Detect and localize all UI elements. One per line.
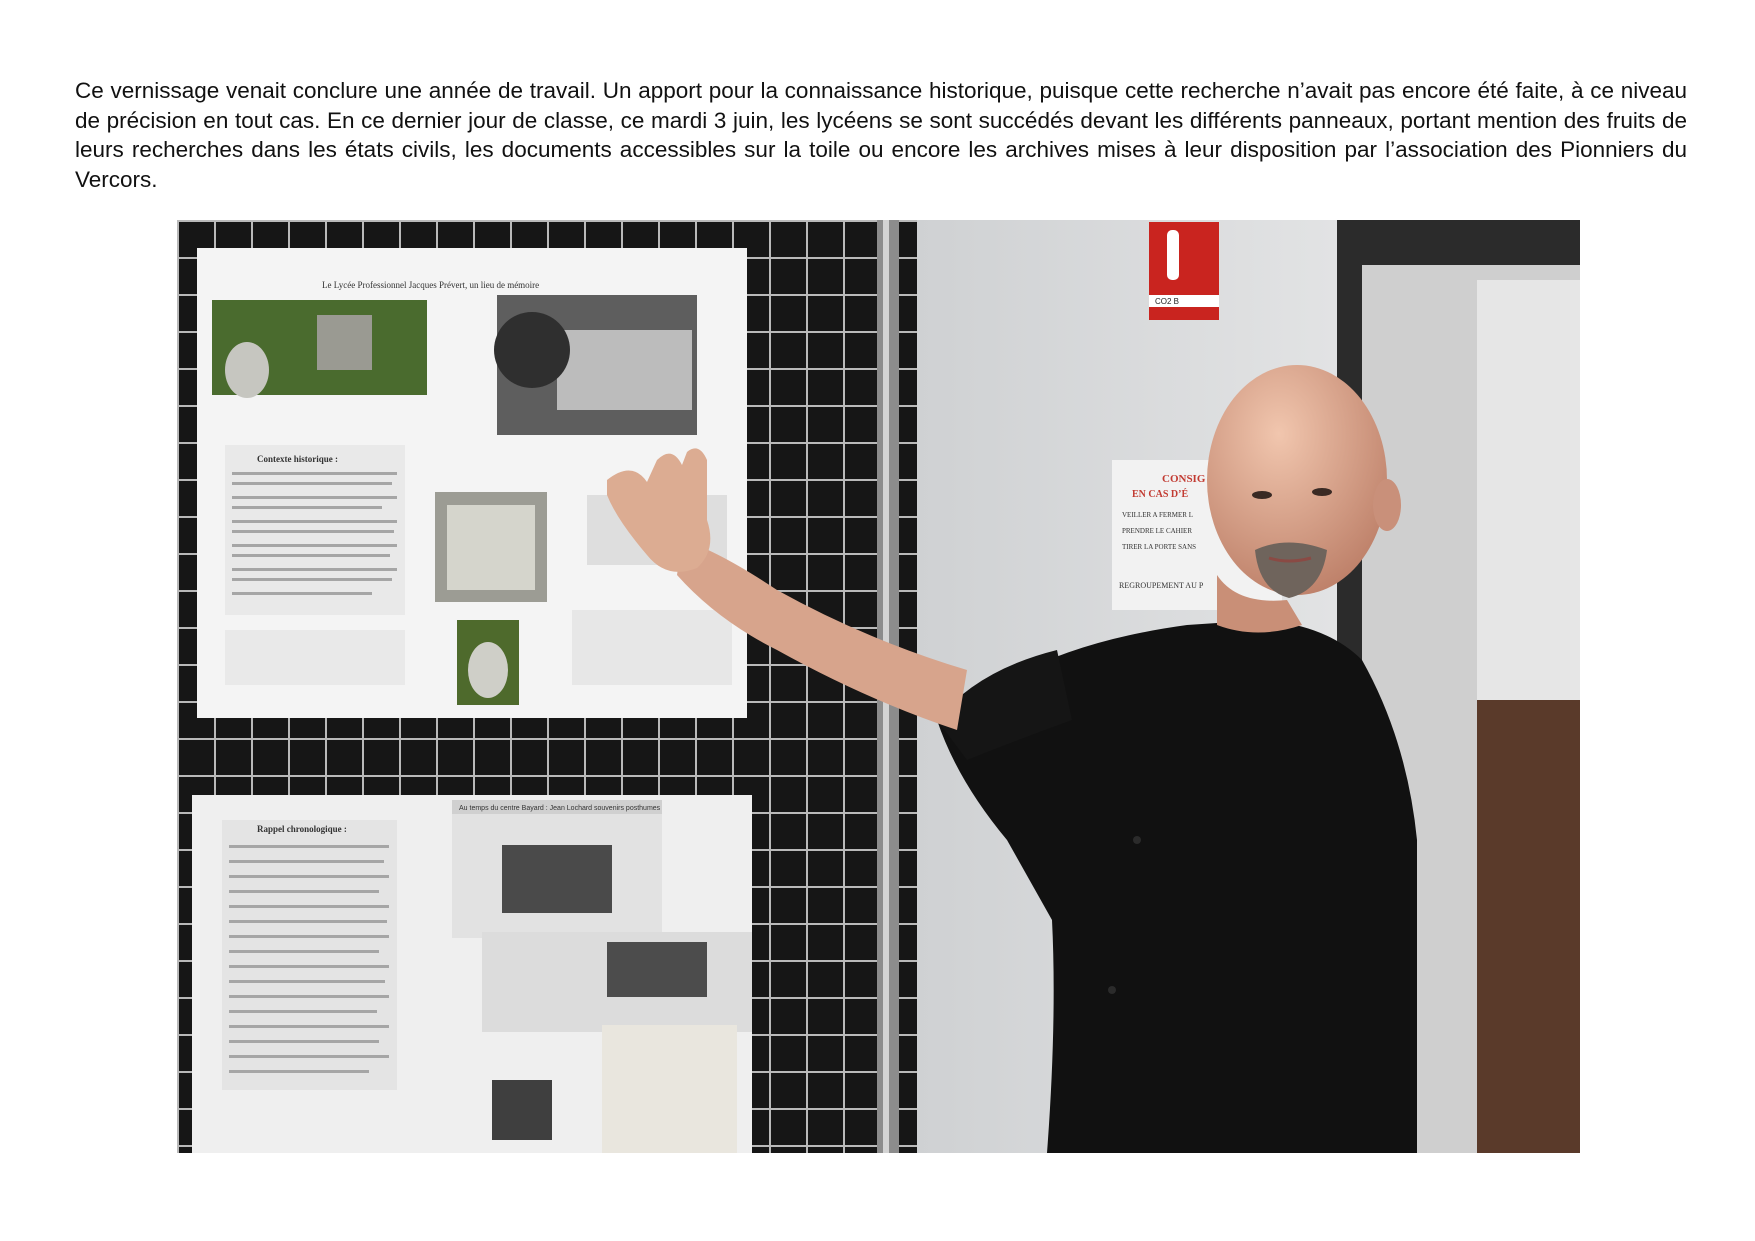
clipping-title: Au temps du centre Bayard : Jean Lochard souvenirs posthumes [459,805,661,812]
photo-illustration [177,220,1580,1153]
consignes-subtitle: EN CAS D’É [1132,489,1189,500]
fire-sign-label: CO2 B [1155,297,1180,306]
intro-paragraph: Ce vernissage venait conclure une année de travail. Un apport pour la connaissance historique, puisque cette recherche n’avait pas encore été faite, à ce niveau de précision en tout cas. En ce dernier jour de classe, ce mardi 3 juin, les lycéens se sont succédés devant les différents panneaux, portant mention des fruits de leurs recherches dans les états civils, les documents accessibles sur la toile ou encore les archives mises à leur disposition par l’association des Pionniers du Vercors. [75,78,1687,192]
poster-top-heading: Le Lycée Professionnel Jacques Prévert, un lieu de mémoire [322,280,540,290]
context-title: Contexte historique : [257,454,338,464]
consignes-footer: REGROUPEMENT AU P [1119,581,1204,590]
exhibition-photo [177,220,1580,1153]
door-light [1477,280,1580,700]
consignes-item-3: TIRER LA PORTE SANS [1122,543,1197,551]
door-wood [1477,700,1580,1153]
consignes-title: CONSIG [1162,473,1206,485]
fire-extinguisher-sign [1149,222,1219,320]
typed-document [602,1025,737,1153]
consignes-item-2: PRENDRE LE CAHIER [1122,527,1192,535]
consignes-item-1: VEILLER A FERMER L [1122,511,1193,519]
poster-bottom [192,795,752,1153]
chronology-title: Rappel chronologique : [257,824,347,834]
